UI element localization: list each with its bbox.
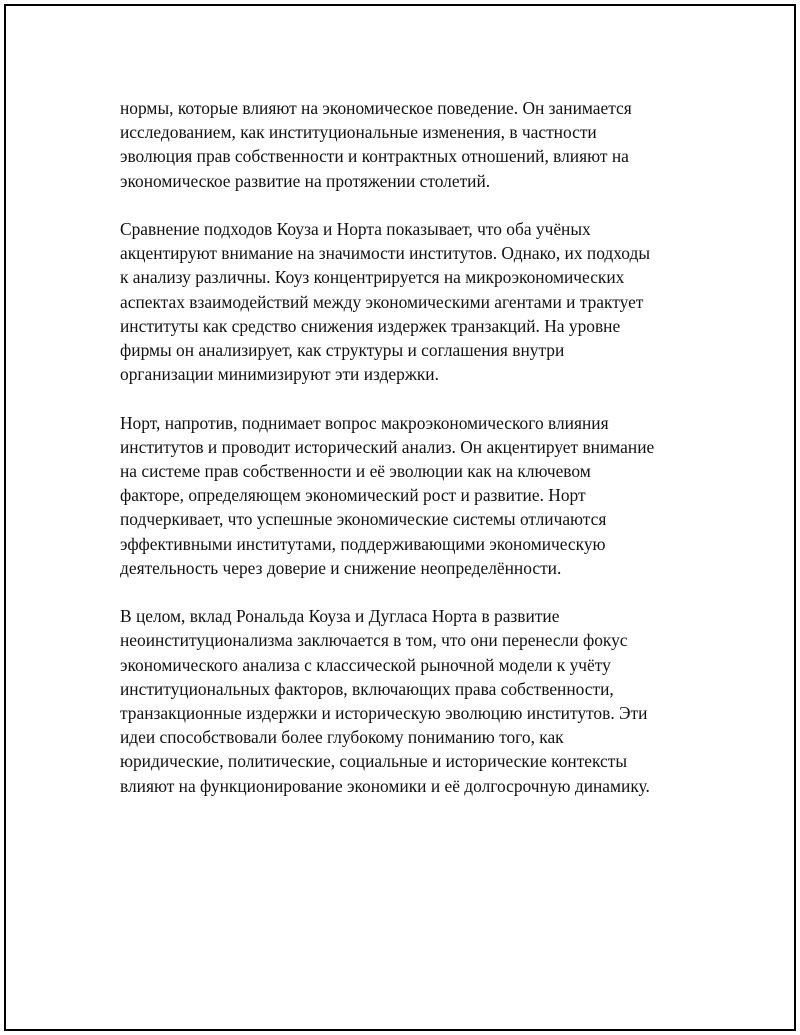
text-line: влияют на функционирование экономики и её долгосрочную динамику.: [120, 775, 650, 796]
text-line: нормы, которые влияют на экономическое поведение. Он занимается: [120, 98, 632, 118]
text-line: экономическое развитие на протяжении столетий.: [120, 170, 491, 191]
text-line: эффективными институтами, поддерживающими экономическую: [120, 533, 606, 554]
paragraph-2: [120, 217, 700, 386]
text-line: эволюция прав собственности и контрактных отношений, влияют на: [120, 146, 629, 167]
paragraph-3: [120, 411, 700, 580]
text-line: институтов и проводит исторический анализ. Он акцентирует внимание: [120, 436, 655, 457]
text-line: факторе, определяющем экономический рост и развитие. Норт: [120, 485, 586, 506]
text-line: на системе прав собственности и её эволюции как на ключевом: [120, 461, 591, 482]
text-line: Сравнение подходов Коуза и Норта показывает, что оба учёных: [120, 219, 591, 239]
text-line: неоинституционализма заключается в том, что они перенесли фокус: [120, 630, 628, 651]
paragraph-1: [120, 96, 700, 193]
text-line: фирмы он анализирует, как структуры и соглашения внутри: [120, 340, 565, 361]
text-line: институциональных факторов, включающих права собственности,: [120, 678, 614, 699]
text-line: исследованием, как институциональные изменения, в частности: [120, 122, 597, 143]
text-line: экономического анализа с классической рыночной модели к учёту: [120, 654, 611, 675]
text-line: институты как средство снижения издержек транзакций. На уровне: [120, 315, 621, 336]
paragraph-4: [120, 604, 700, 798]
text-line: Норт, напротив, поднимает вопрос макроэкономического влияния: [120, 412, 609, 433]
text-line: акцентируют внимание на значимости институтов. Однако, их подходы: [120, 243, 651, 264]
text-line: идеи способствовали более глубокому пониманию того, как: [120, 727, 564, 748]
text-line: транзакционные издержки и историческую эволюцию институтов. Эти: [120, 703, 648, 724]
text-line: подчеркивает, что успешные экономические системы отличаются: [120, 509, 607, 530]
text-line: юридические, политические, социальные и исторические контексты: [120, 751, 628, 772]
text-line: В целом, вклад Рональда Коуза и Дугласа Норта в развитие: [120, 606, 560, 627]
document-body: [120, 96, 700, 822]
document-page: [4, 4, 796, 1031]
text-line: к анализу различны. Коуз концентрируется на микроэкономических: [120, 267, 625, 288]
text-line: аспектах взаимодействий между экономическими агентами и трактует: [120, 291, 644, 312]
text-line: деятельность через доверие и снижение неопределённости.: [120, 557, 562, 578]
text-line: организации минимизируют эти издержки.: [120, 364, 439, 385]
